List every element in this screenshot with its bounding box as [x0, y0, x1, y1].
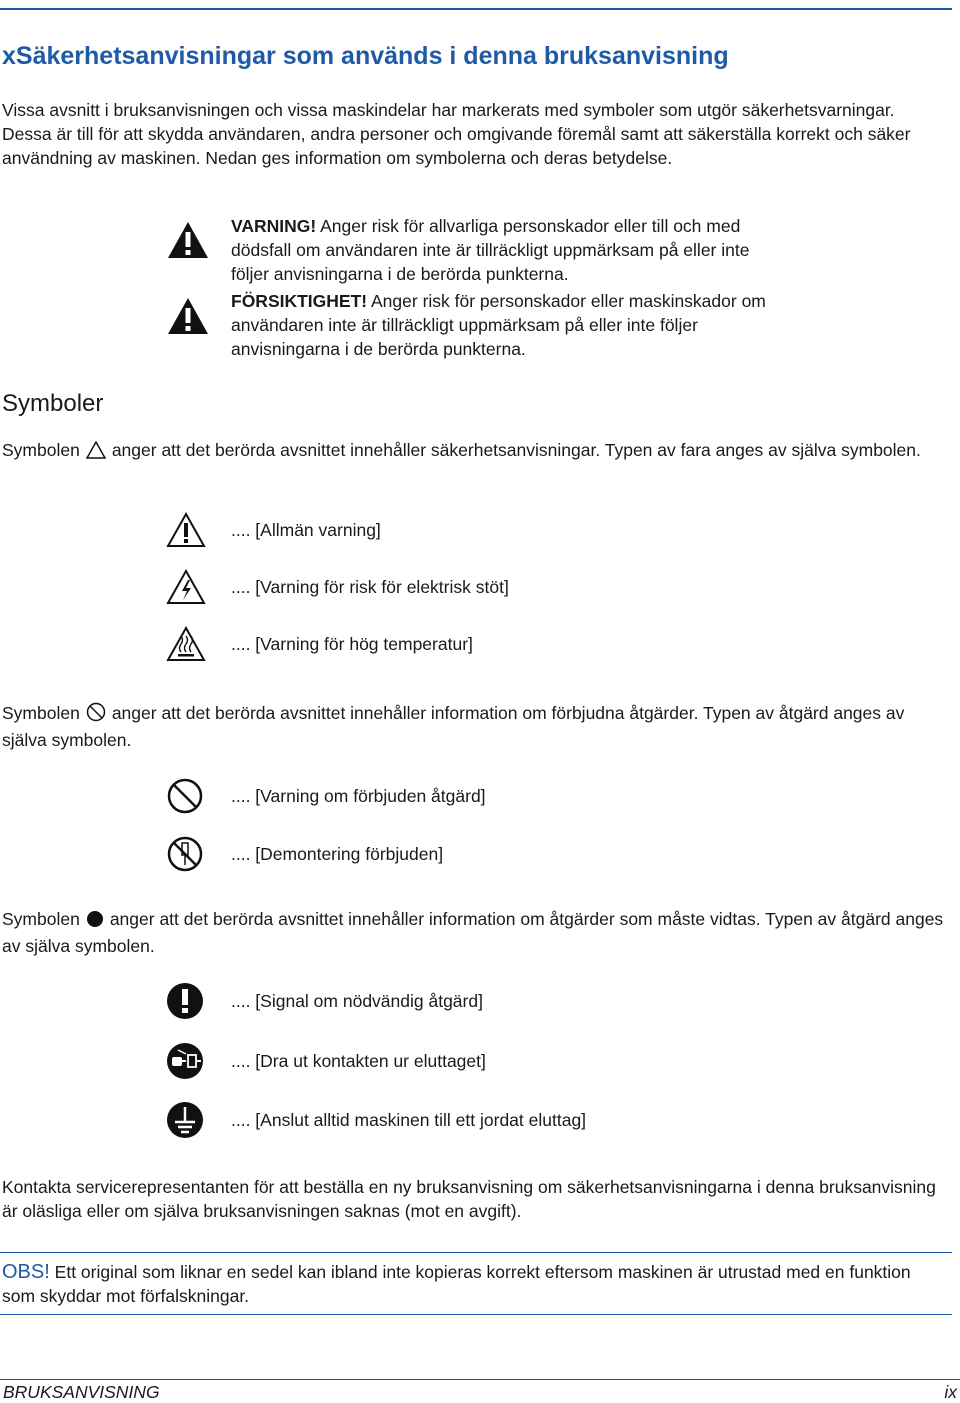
footer-title: BRUKSANVISNING	[3, 1382, 160, 1402]
required-action-icon	[166, 982, 206, 1022]
obs-note	[2, 1260, 947, 1308]
caution-text: Anger risk för personskador eller maskinskador om användaren inte är tillräckligt uppmärksam på eller inte följer anvisningarna i de berörda punkterna.	[231, 291, 766, 359]
ground-label: .... [Anslut alltid maskinen till ett jordat eluttag]	[231, 1110, 587, 1130]
prohibit-para-before: Symbolen	[2, 703, 80, 723]
prohibited-action-icon	[166, 777, 206, 817]
caution-triangle-icon	[166, 296, 210, 341]
required-action-label: .... [Signal om nödvändig åtgärd]	[231, 991, 483, 1011]
triangle-para-after: anger att det berörda avsnittet innehåller säkerhetsanvisningar. Typen av fara anges av själva symbolen.	[111, 440, 921, 460]
required-paragraph	[2, 907, 947, 958]
obs-top-rule	[0, 1252, 952, 1253]
unplug-label: .... [Dra ut kontakten ur eluttaget]	[231, 1051, 486, 1071]
prohibit-para-after: anger att det berörda avsnittet innehåller information om förbjudna åtgärder. Typen av åtgärd anges av själva symbolen.	[2, 703, 905, 750]
warning-label: VARNING!	[231, 216, 317, 236]
contact-paragraph: Kontakta servicerepresentanten för att beställa en ny bruksanvisning om säkerhetsanvisningarna i denna bruksanvisning är oläsliga eller om själva bruksanvisningen saknas (mot en avgift).	[2, 1177, 936, 1221]
general-warning-icon	[166, 512, 206, 552]
electric-shock-warning-label: .... [Varning för risk för elektrisk stöt]	[231, 577, 509, 597]
warning-triangle-icon	[166, 220, 210, 265]
required-para-after: anger att det berörda avsnittet innehåller information om åtgärder som måste vidtas. Typen av åtgärd anges av själva symbolen.	[2, 909, 944, 956]
disassembly-prohibited-label: .... [Demontering förbjuden]	[231, 844, 444, 864]
warning-description	[231, 214, 791, 286]
general-warning-label: .... [Allmän varning]	[231, 520, 381, 540]
footer-rule	[0, 1379, 960, 1380]
top-rule	[0, 8, 952, 10]
page-title: xSäkerhetsanvisningar som används i denna bruksanvisning	[2, 42, 729, 70]
outline-triangle-icon	[86, 441, 106, 465]
high-temperature-warning-label: .... [Varning för hög temperatur]	[231, 634, 473, 654]
electric-shock-warning-icon	[166, 569, 206, 609]
ground-icon	[166, 1101, 206, 1141]
obs-label: OBS!	[2, 1261, 50, 1283]
caution-description	[231, 289, 791, 361]
unplug-icon	[166, 1042, 206, 1082]
caution-label: FÖRSIKTIGHET!	[231, 291, 368, 311]
prohibit-paragraph	[2, 701, 947, 752]
page-number: ix	[944, 1382, 957, 1402]
prohibited-action-label: .... [Varning om förbjuden åtgärd]	[231, 786, 486, 806]
intro-paragraph: Vissa avsnitt i bruksanvisningen och vissa maskindelar har markerats med symboler som utgör säkerhetsvarningar. Dessa är till för att skydda användaren, andra personer och omgivande föremål samt att säkerställa korrekt och säker användning av maskinen. Nedan ges information om symbolerna och deras betydelse.	[2, 100, 911, 168]
triangle-para-before: Symbolen	[2, 440, 80, 460]
high-temperature-warning-icon	[166, 626, 206, 666]
section-title: Symboler	[2, 390, 104, 417]
filled-circle-icon	[86, 910, 104, 934]
warning-text: Anger risk för allvarliga personskador eller till och med dödsfall om användaren inte är tillräckligt uppmärksam på eller inte följer anvisningarna i de berörda punkterna.	[231, 216, 750, 284]
triangle-paragraph	[2, 438, 947, 465]
disassembly-prohibited-icon	[166, 835, 206, 875]
outline-prohibit-icon	[86, 702, 106, 728]
obs-text: Ett original som liknar en sedel kan ibland inte kopieras korrekt eftersom maskinen är utrustad med en funktion som skyddar mot förfalskningar.	[2, 1262, 911, 1306]
required-para-before: Symbolen	[2, 909, 80, 929]
obs-bottom-rule	[0, 1314, 952, 1315]
